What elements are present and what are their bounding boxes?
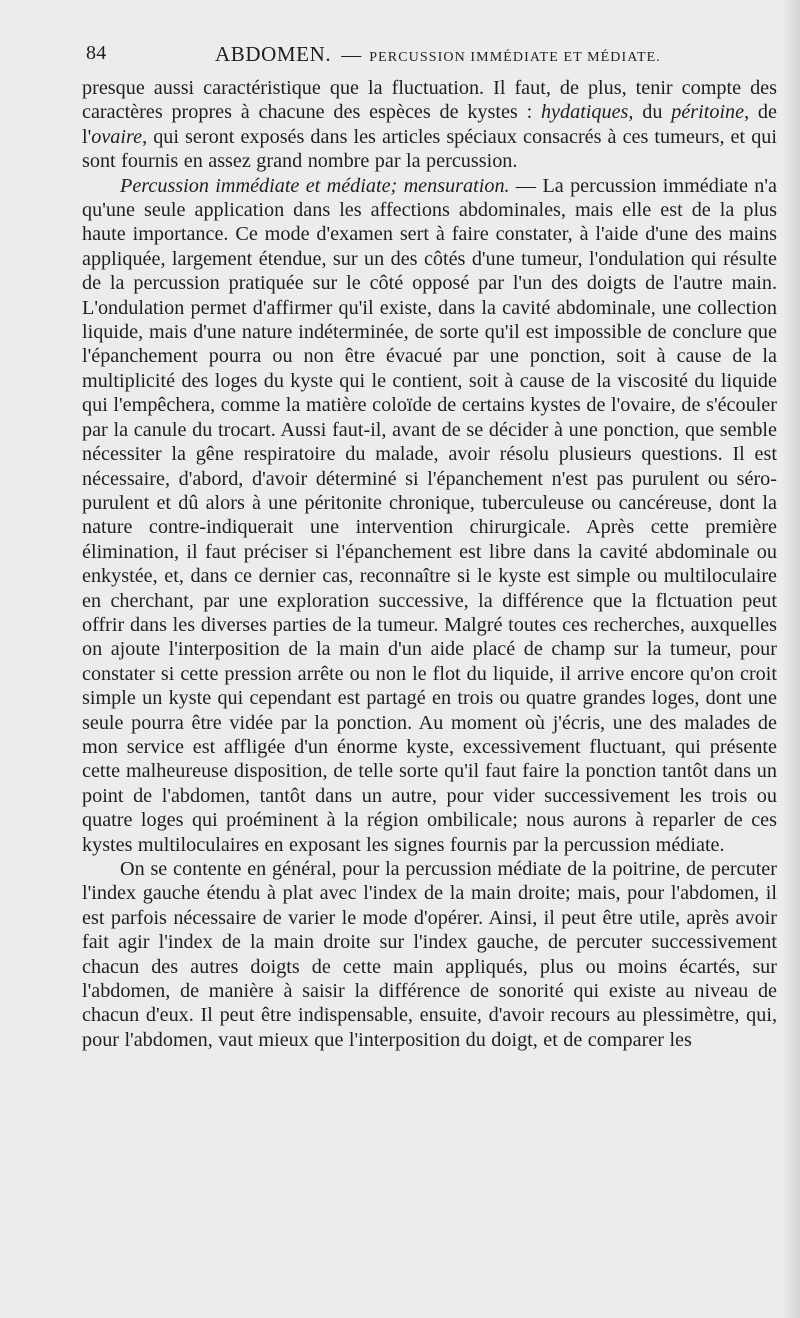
section-subtitle: PERCUSSION IMMÉDIATE ET MÉDIATE.: [369, 50, 661, 65]
paragraph-3-text: On se contente en général, pour la percussion médiate de la poitrine, de percuter l'index gauche étendu à plat avec l'index de la main droite; mais, pour l'abdomen, il est parfois nécessaire de varier le mode d'opérer. Ainsi, il peut être utile, après avoir fait agir l'index de la main droite sur l'index gauche, de percuter successivement chacun des autres doigts de cette main appliqués, plus ou moins écartés, sur l'abdomen, de manière à saisir la différence de sonorité qui existe au niveau de chacun d'eux. Il peut être indispensable, ensuite, d'avoir recours au plessimètre, qui, pour l'abdomen, vaut mieux que l'interposition du doigt, et de comparer les: [82, 858, 777, 1051]
header-separator: —: [341, 44, 362, 66]
paragraph-1-mid-1: , du: [628, 101, 672, 124]
paragraph-1: [82, 76, 777, 174]
term-ovaire: ovaire: [91, 125, 143, 148]
running-head: [215, 42, 661, 67]
page-number: 84: [86, 42, 107, 64]
page-edge-shadow: [782, 0, 800, 1318]
term-peritoine: péritoine: [671, 101, 745, 124]
paragraph-2-text: — La percussion immédiate n'a qu'une seule application dans les affections abdominales, mais elle est de la plus haute importance. Ce mode d'examen sert à faire constater, à l'aide d'une des mains appliquée, largement étendue, sur un des côtés d'une tumeur, l'ondulation qui résulte de la percussion pratiquée sur le côté opposé par l'un des doigts de l'autre main. L'ondulation permet d'affirmer qu'il existe, dans la cavité abdominale, une collection liquide, mais d'une nature indéterminée, de sorte qu'il est impossible de conclure que l'épanchement pourra ou non être évacué par une ponction, soit à cause de la multiplicité des loges du kyste qui le contient, soit à cause de la viscosité du liquide qui l'empêchera, comme la matière coloïde de certains kystes de l'ovaire, de s'écouler par la canule du trocart. Aussi faut-il, avant de se décider à une ponction, que semble nécessiter la gêne respiratoire du malade, avoir résolu plusieurs questions. Il est nécessaire, d'abord, d'avoir déterminé si l'épanchement n'est pas purulent ou séro-purulent et dû alors à une péritonite chronique, tuberculeuse ou cancéreuse, dont la nature contre-indiquerait une intervention chirurgicale. Après cette première élimination, il faut préciser si l'épanchement est libre dans la cavité abdominale ou enkystée, et, dans ce dernier cas, reconnaître si le kyste est simple ou multiloculaire en cherchant, par une exploration successive, la différence que la flctuation peut offrir dans les diverses parties de la tumeur. Malgré toutes ces recherches, auxquelles on ajoute l'interposition de la main d'un aide placé de champ sur la tumeur, pour constater si cette pression arrête ou non le flot du liquide, il arrive encore qu'on croit simple un kyste qui cependant est partagé en trois ou quatre grandes loges, dont une seule pourra être vidée par la ponction. Au moment où j'écris, une des malades de mon service est affligée d'un énorme kyste, excessivement fluctuant, qui présente cette malheureuse disposition, de telle sorte qu'il faut faire la ponction tantôt dans un point de l'abdomen, tantôt dans un autre, pour vider successivement les trois ou quatre loges qui proéminent à la région ombilicale; nous aurons à reparler de ces kystes multiloculaires en exposant les signes fournis par la percussion médiate.: [82, 174, 777, 856]
paragraph-1-text: presque aussi caractéristique que la fluctuation. Il faut, de plus, tenir compte des caractères propres à chacune des espèces de kystes :: [82, 77, 777, 124]
paragraph-1-tail: , qui seront exposés dans les articles spéciaux consacrés à ces tumeurs, et qui sont fournis en assez grand nombre par la percussion.: [82, 125, 777, 173]
running-header: [82, 38, 780, 74]
section-lead-in: Percussion immédiate et médiate; mensuration.: [120, 174, 510, 197]
paragraph-1-mid-2: , de l': [82, 101, 777, 148]
chapter-title: ABDOMEN.: [215, 42, 332, 66]
body-text: [82, 76, 777, 1052]
paragraph-2: [82, 174, 777, 857]
paragraph-3: [82, 857, 777, 1052]
term-hydatiques: hydatiques: [540, 101, 629, 124]
